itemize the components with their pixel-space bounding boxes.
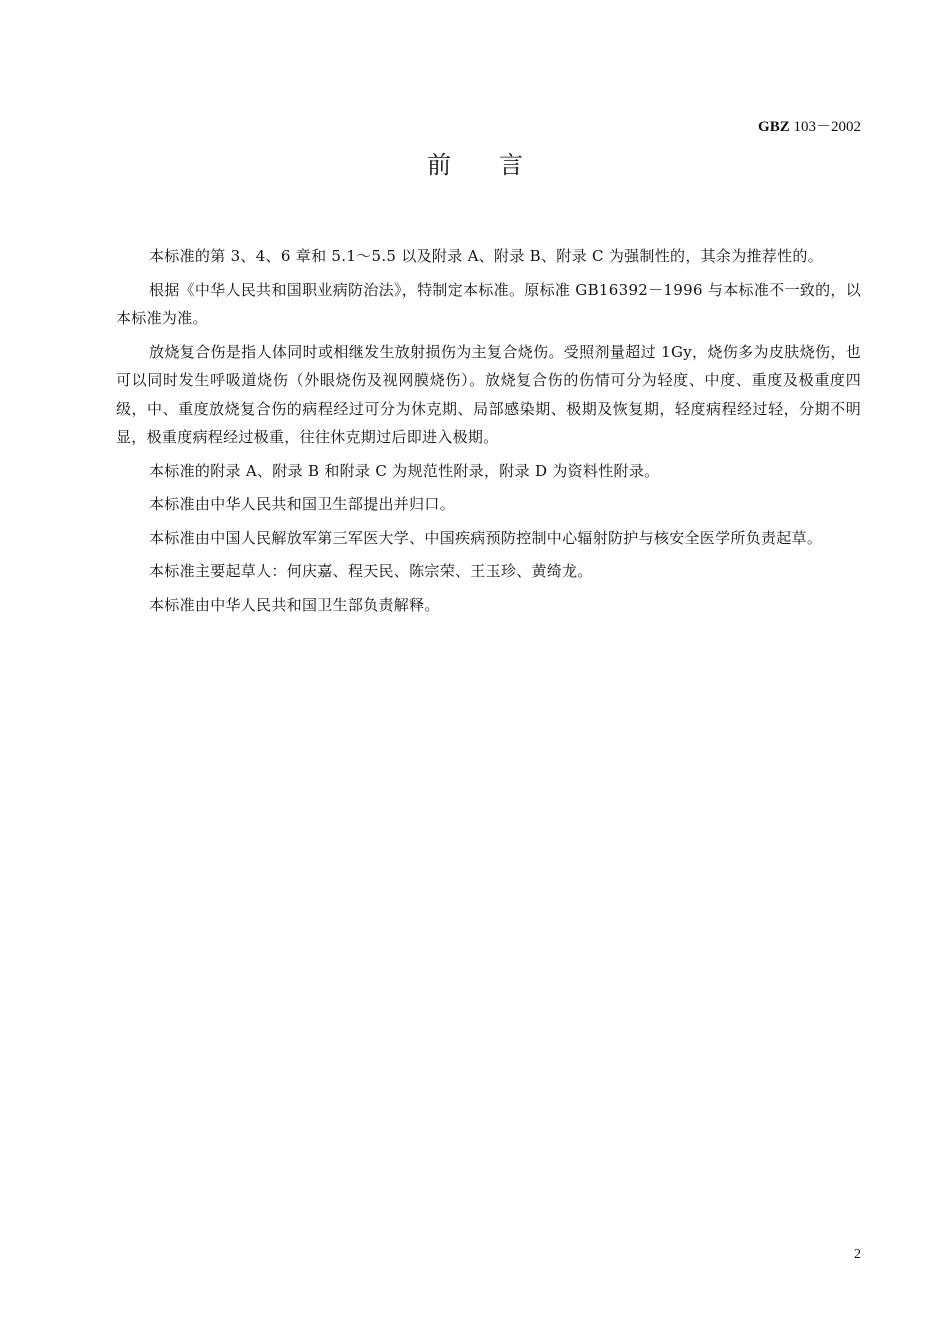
document-code-number: 103－2002 bbox=[789, 119, 861, 135]
document-code bbox=[758, 118, 861, 136]
paragraph-definition: 放烧复合伤是指人体同时或相继发生放射损伤为主复合烧伤。受照剂量超过 1Gy，烧伤多为皮肤烧伤，也可以同时发生呼吸道烧伤（外眼烧伤及视网膜烧伤）。放烧复合伤的伤情可分为轻度、中度、重度及极重度四级，中、重度放烧复合伤的病程经过可分为休克期、局部感染期、极期及恢复期，轻度病程经过轻，分期不明显，极重度病程经过极重，往往休克期过后即进入极期。 bbox=[116, 342, 861, 446]
paragraph-interpretation: 本标准由中华人民共和国卫生部负责解释。 bbox=[149, 595, 440, 614]
paragraph-legal-basis: 根据《中华人民共和国职业病防治法》，特制定本标准。原标准 GB16392－1996 与本标准不一致的，以本标准为准。 bbox=[116, 280, 861, 327]
paragraph-drafting-units: 本标准由中国人民解放军第三军医大学、中国疾病预防控制中心辐射防护与核安全医学所负责起草。 bbox=[149, 528, 823, 547]
document-code-prefix: GBZ bbox=[758, 119, 790, 135]
page-number: 2 bbox=[854, 1247, 861, 1262]
paragraph-mandatory-clauses: 本标准的第 3、4、6 章和 5.1～5.5 以及附录 A、附录 B、附录 C 为强制性的，其余为推荐性的。 bbox=[149, 247, 824, 265]
paragraph-drafters: 本标准主要起草人：何庆嘉、程天民、陈宗荣、王玉珍、黄绮龙。 bbox=[149, 562, 593, 580]
preface-body bbox=[116, 242, 861, 619]
paragraph-appendices: 本标准的附录 A、附录 B 和附录 C 为规范性附录，附录 D 为资料性附录。 bbox=[149, 461, 660, 480]
page-title: 前言 bbox=[427, 151, 571, 179]
paragraph-proposer: 本标准由中华人民共和国卫生部提出并归口。 bbox=[149, 495, 456, 513]
